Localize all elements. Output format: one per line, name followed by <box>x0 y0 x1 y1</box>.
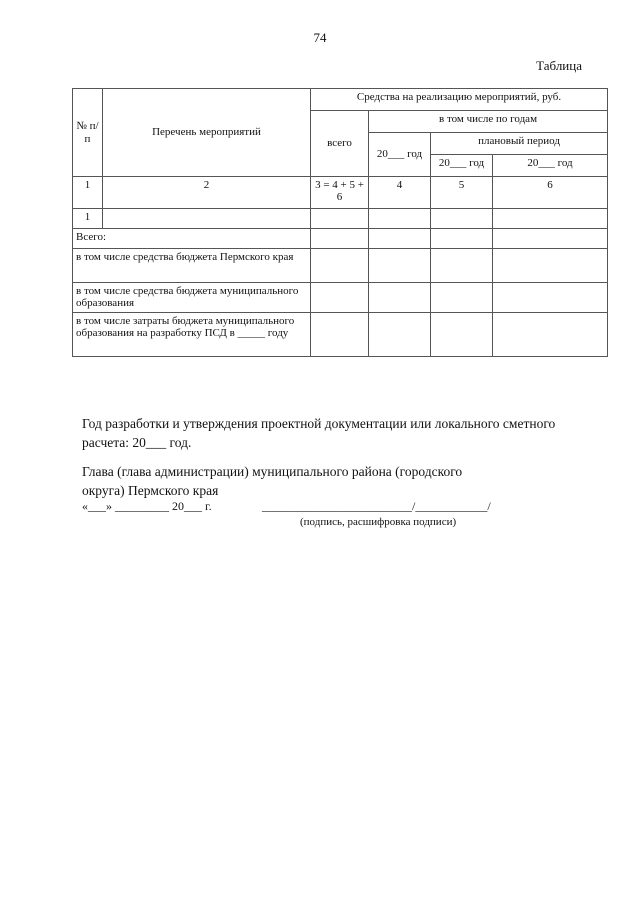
header-year-2: 20___ год <box>431 155 493 177</box>
header-measures-list: Перечень мероприятий <box>103 89 311 177</box>
signature-caption: (подпись, расшифровка подписи) <box>300 516 457 528</box>
header-funds: Средства на реализацию мероприятий, руб. <box>311 89 608 111</box>
budget-table <box>72 88 608 357</box>
col-number-6: 6 <box>493 177 608 209</box>
header-plan-period: плановый период <box>431 133 608 155</box>
empty-cell <box>493 229 608 249</box>
empty-cell <box>311 229 369 249</box>
table-row <box>73 209 608 229</box>
empty-cell <box>493 249 608 283</box>
empty-cell <box>431 313 493 357</box>
design-year-paragraph: Год разработки и утверждения проектной документации или локального сметного расчета: 20___ год. <box>82 416 556 450</box>
row-number: 1 <box>73 209 103 229</box>
empty-cell <box>493 313 608 357</box>
signature-line: _________________________/____________/ <box>262 499 491 513</box>
empty-cell <box>311 283 369 313</box>
empty-cell <box>431 229 493 249</box>
empty-cell <box>369 283 431 313</box>
table-row-psd <box>73 313 608 357</box>
total-label: Всего: <box>73 229 311 249</box>
date-line: «___» _________ 20___ г. <box>82 499 212 513</box>
header-num: № п/п <box>73 89 103 177</box>
table-row-total <box>73 229 608 249</box>
col-number-1: 1 <box>73 177 103 209</box>
table-row-column-numbers <box>73 177 608 209</box>
empty-cell <box>311 209 369 229</box>
empty-cell <box>311 313 369 357</box>
empty-cell <box>103 209 311 229</box>
empty-cell <box>431 283 493 313</box>
empty-cell <box>493 283 608 313</box>
empty-cell <box>431 209 493 229</box>
header-total: всего <box>311 111 369 177</box>
col-number-5: 5 <box>431 177 493 209</box>
table-caption: Таблица <box>536 58 582 73</box>
col-number-4: 4 <box>369 177 431 209</box>
municipal-budget-label: в том числе средства бюджета муниципального образования <box>73 283 311 313</box>
empty-cell <box>493 209 608 229</box>
regional-budget-label: в том числе средства бюджета Пермского края <box>73 249 311 283</box>
empty-cell <box>311 249 369 283</box>
empty-cell <box>369 313 431 357</box>
psd-costs-label: в том числе затраты бюджета муниципального образования на разработку ПСД в _____ году <box>73 313 311 357</box>
page-number: 74 <box>313 30 327 45</box>
empty-cell <box>369 249 431 283</box>
head-title-paragraph: Глава (глава администрации) муниципального района (городского округа) Пермского края <box>82 464 463 498</box>
header-year-1: 20___ год <box>369 133 431 177</box>
header-by-years: в том числе по годам <box>369 111 608 133</box>
empty-cell <box>369 209 431 229</box>
table-header-row <box>73 89 608 111</box>
col-number-3: 3 = 4 + 5 + 6 <box>311 177 369 209</box>
table-row-regional <box>73 249 608 283</box>
table-row-municipal <box>73 283 608 313</box>
empty-cell <box>431 249 493 283</box>
header-year-3: 20___ год <box>493 155 608 177</box>
empty-cell <box>369 229 431 249</box>
col-number-2: 2 <box>103 177 311 209</box>
